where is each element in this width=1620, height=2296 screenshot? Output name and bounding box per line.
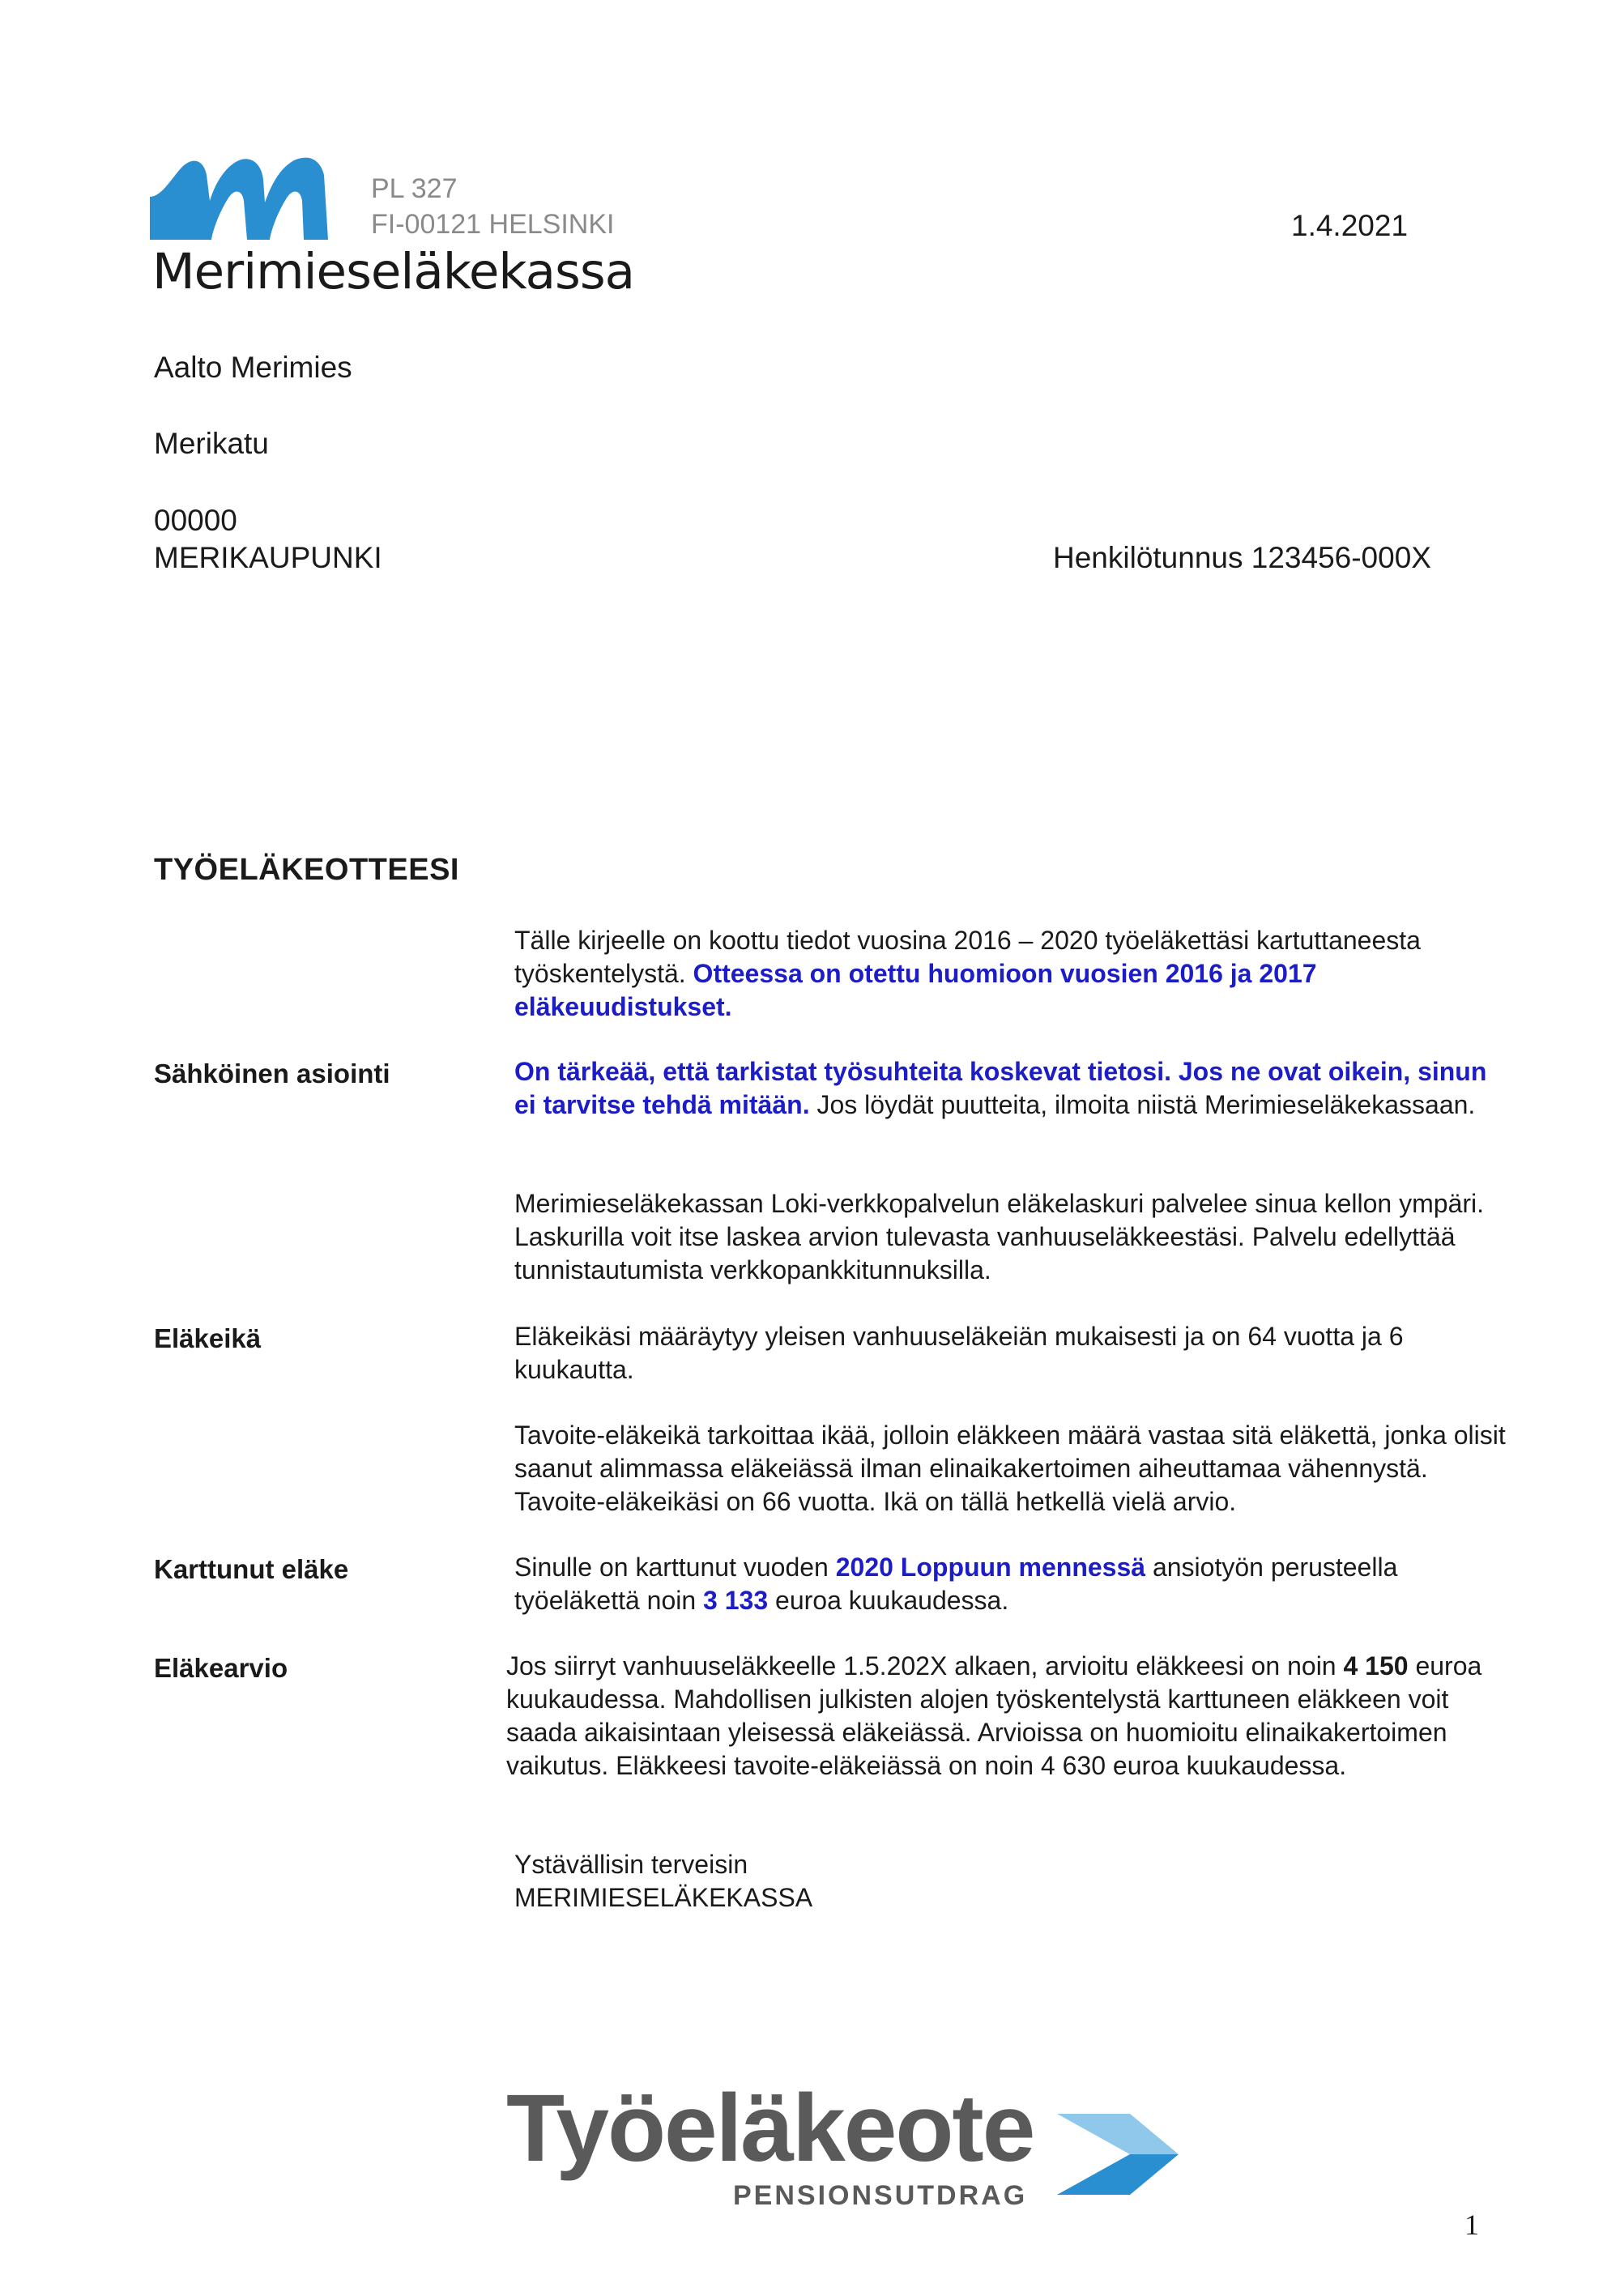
- estimate-amount: 4 150: [1343, 1651, 1409, 1680]
- page-number: 1: [1464, 2209, 1479, 2241]
- recipient-city: MERIKAUPUNKI: [154, 541, 382, 574]
- company-logo-wave-icon: [150, 152, 336, 241]
- company-name: Merimieseläkekassa: [152, 243, 634, 300]
- closing-signature: MERIMIESELÄKEKASSA: [514, 1883, 813, 1912]
- closing-greeting: Ystävällisin terveisin: [514, 1850, 748, 1879]
- recipient-zip: 00000: [154, 504, 237, 537]
- page-title: TYÖELÄKEOTTEESI: [154, 853, 459, 887]
- online-paragraph-2: Merimieseläkekassan Loki-verkkopalvelun eläkelaskuri palvelee sinua kellon ympäri. Laskurilla voit itse laskea arvion tulevasta vanhuuseläkkeestäsi. Palvelu edellyttää tunnistautumista verkkopankkitunnuksilla.: [514, 1189, 1485, 1284]
- intro-paragraph: [514, 924, 1511, 1024]
- letter-date: 1.4.2021: [1291, 209, 1409, 242]
- accrued-text-3: euroa kuukaudessa.: [768, 1586, 1009, 1615]
- section-label-online: Sähköinen asiointi: [154, 1059, 390, 1088]
- estimate-text-2: euroa kuukaudessa. Mahdollisen julkisten alojen työskentelystä karttuneen eläkkeen voit saada aikaisintaan yleisessä eläkeiässä. Arvioissa on huomioitu elinaikakertoimen vaikutus. Eläkkeesi tavoite-eläkeiässä on noin 4 630 euroa kuukaudessa.: [506, 1651, 1482, 1780]
- footer-title: Työeläkeote: [506, 2075, 1034, 2182]
- intro-text: Tälle kirjeelle on koottu tiedot vuosina 2016 – 2020 työeläkettäsi kartuttaneesta työskentelystä.: [514, 926, 1421, 988]
- section-label-age: Eläkeikä: [154, 1323, 262, 1353]
- accrued-amount: 3 133: [703, 1586, 769, 1615]
- intro-highlight: Otteessa on otettu huomioon vuosien 2016 ja 2017 eläkeuudistukset.: [514, 959, 1317, 1021]
- footer-subtitle: PENSIONSUTDRAG: [733, 2180, 1028, 2211]
- accrued-paragraph: [514, 1551, 1511, 1617]
- online-paragraph-1: [514, 1055, 1511, 1122]
- accrued-text-2: ansiotyön perusteella työeläkettä noin: [514, 1553, 1398, 1615]
- recipient-name: Aalto Merimies: [154, 351, 352, 384]
- recipient-street: Merikatu: [154, 427, 269, 460]
- footer-logo: [490, 2073, 1187, 2219]
- accrued-period: 2020 Loppuun mennessä: [835, 1553, 1146, 1582]
- estimate-paragraph: [506, 1650, 1503, 1783]
- online-text: Jos löydät puutteita, ilmoita niistä Merimieseläkekassaan.: [809, 1090, 1476, 1119]
- age-paragraph-2: Tavoite-eläkeikä tarkoittaa ikää, jolloin eläkkeen määrä vastaa sitä eläkettä, jonka olisit saanut alimmassa eläkeiässä ilman elinaikakertoimen aiheuttamaa vähennystä. Tavoite-eläkeikäsi on 66 vuotta. Ikä on tällä hetkellä vielä arvio.: [514, 1421, 1506, 1516]
- accrued-text-1: Sinulle on karttunut vuoden: [514, 1553, 836, 1582]
- section-label-accrued: Karttunut eläke: [154, 1554, 349, 1584]
- section-label-estimate: Eläkearvio: [154, 1653, 288, 1683]
- sender-po-box: PL 327: [371, 173, 458, 204]
- estimate-text-1: Jos siirryt vanhuuseläkkeelle 1.5.202X alkaen, arvioitu eläkkeesi on noin: [506, 1651, 1344, 1680]
- chevron-right-icon: [1057, 2106, 1179, 2203]
- personal-id: Henkilötunnus 123456-000X: [1053, 541, 1431, 574]
- sender-postal-address: FI-00121 HELSINKI: [371, 209, 615, 240]
- online-highlight: On tärkeää, että tarkistat työsuhteita koskevat tietosi. Jos ne ovat oikein, sinun ei tarvitse tehdä mitään.: [514, 1057, 1487, 1119]
- age-paragraph-1: Eläkeikäsi määräytyy yleisen vanhuuseläkeiän mukaisesti ja on 64 vuotta ja 6 kuukautta.: [514, 1322, 1404, 1384]
